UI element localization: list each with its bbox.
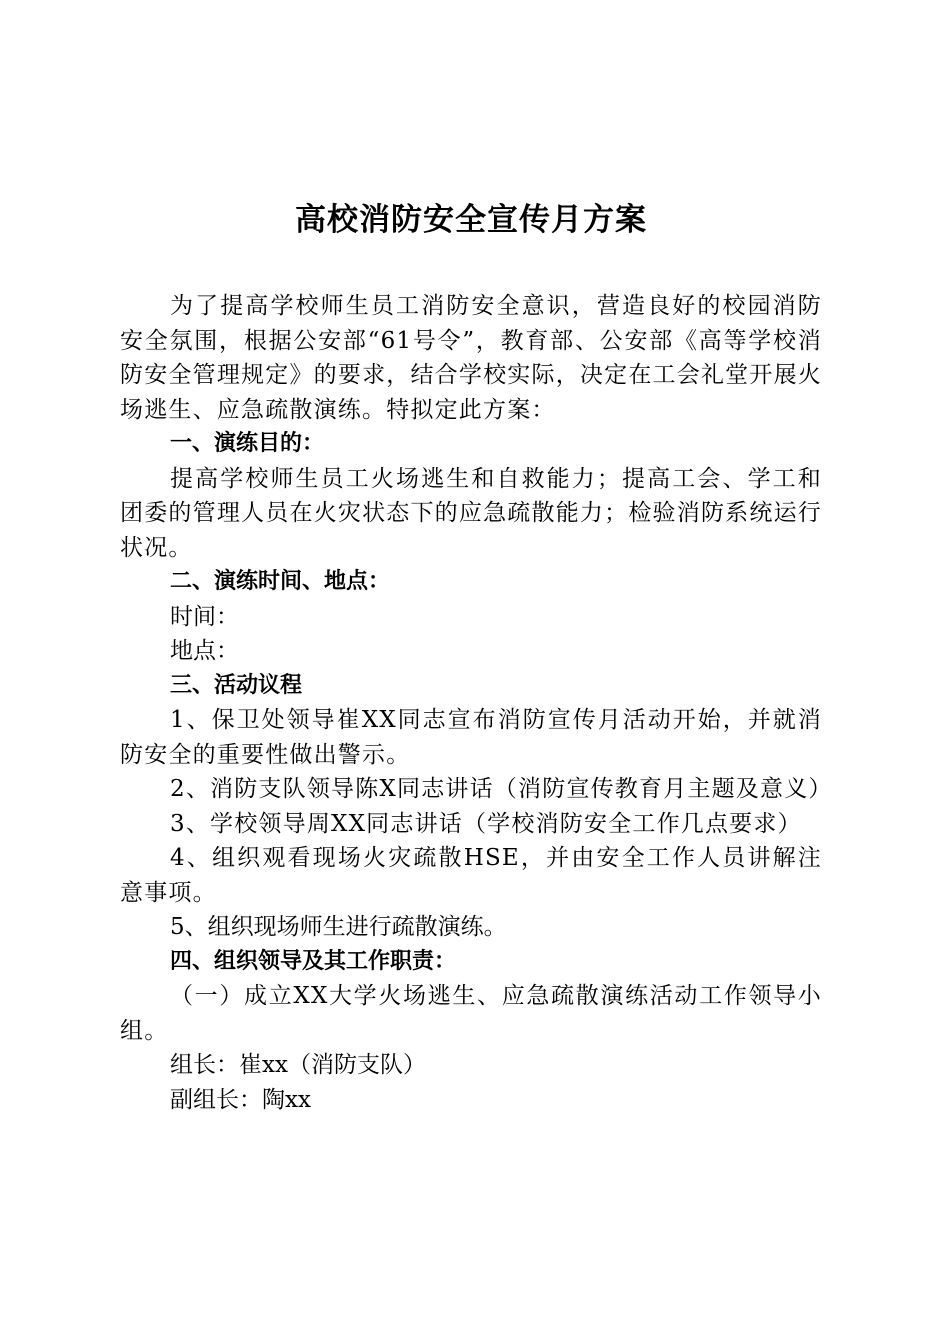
agenda-item: 5、组织现场师生进行疏散演练。 — [170, 914, 507, 940]
document-title: 高校消防安全宣传月方案 — [295, 202, 647, 238]
time-line: 时间： — [170, 603, 239, 630]
intro-paragraph: 为了提高学校师生员工消防安全意识，营造良好的校园消防安全氛围，根据公安部“61号令”，教育部、公安部《高等学校消防安全管理规定》的要求，结合学校实际，决定在工会礼堂开展火场逃生、应急疏散演练。特拟定此方案： — [120, 293, 822, 423]
section-heading-organization: 四、组织领导及其工作职责： — [170, 948, 457, 974]
leader-line: 组长：崔xx（消防支队） — [170, 1052, 426, 1078]
section-heading-purpose: 一、演练目的： — [170, 431, 325, 456]
agenda-item: 3、学校领导周XX同志讲话（学校消防安全工作几点要求） — [170, 810, 802, 837]
place-line: 地点： — [170, 638, 239, 664]
section-heading-time-place: 二、演练时间、地点： — [170, 569, 391, 594]
agenda-item: 1、保卫处领导崔XX同志宣布消防宣传月活动开始，并就消防安全的重要性做出警示。 — [120, 707, 822, 768]
section-heading-agenda: 三、活动议程 — [170, 672, 303, 698]
agenda-item: 2、消防支队领导陈X同志讲话（消防宣传教育月主题及意义） — [170, 776, 833, 802]
purpose-paragraph: 提高学校师生员工火场逃生和自救能力；提高工会、学工和团委的管理人员在火灾状态下的应急疏散能力；检验消防系统运行状况。 — [120, 465, 822, 561]
agenda-item: 4、组织观看现场火灾疏散HSE，并由安全工作人员讲解注意事项。 — [120, 845, 822, 906]
organization-paragraph: （一）成立XX大学火场逃生、应急疏散演练活动工作领导小组。 — [120, 983, 822, 1044]
deputy-leader-line: 副组长：陶xx — [170, 1086, 311, 1113]
document-body — [120, 289, 833, 1117]
